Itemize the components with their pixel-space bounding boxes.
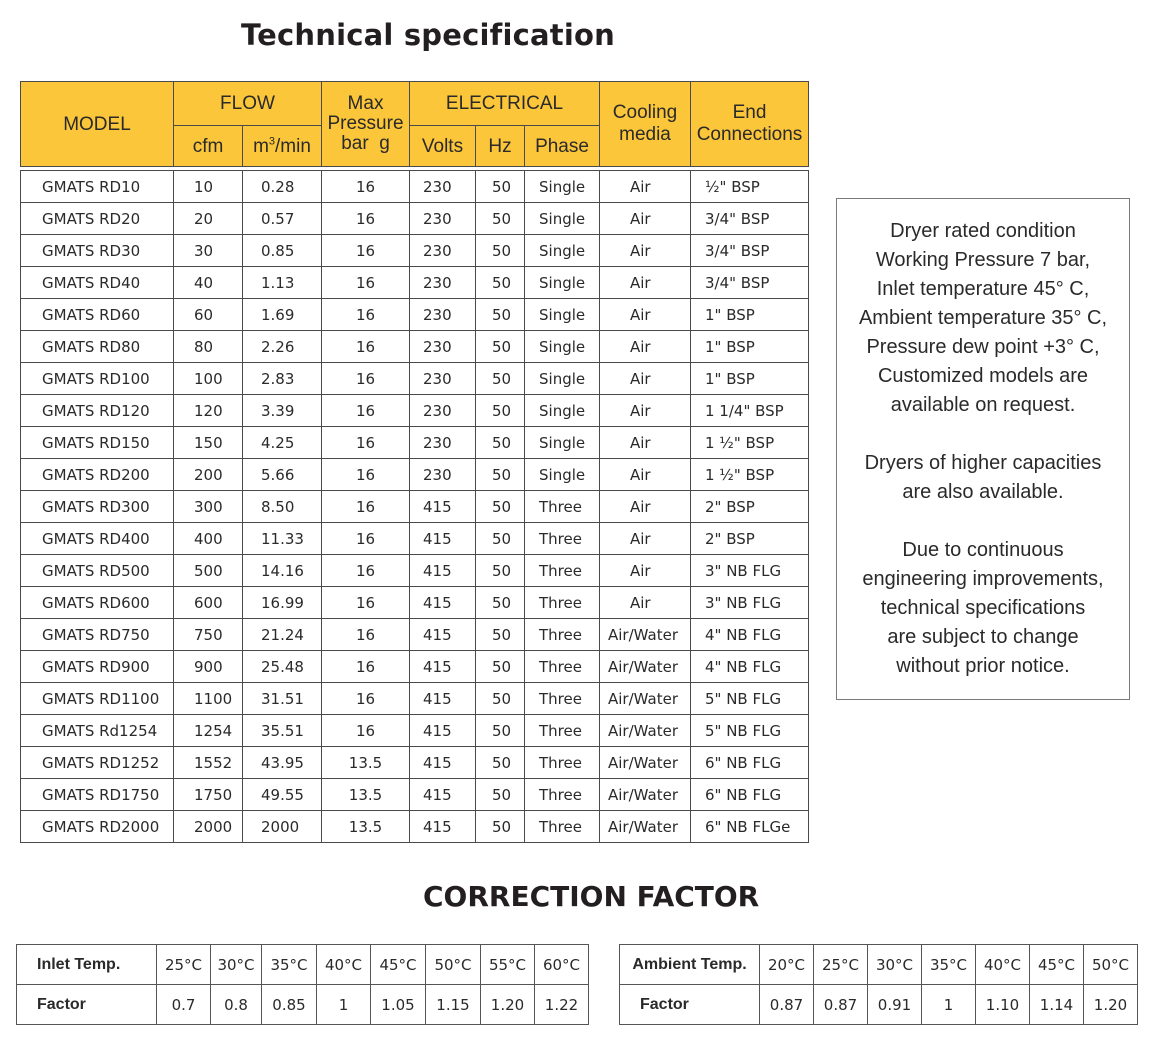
- ambient-factor-label: Factor: [620, 985, 760, 1025]
- cell-hz: 50: [476, 203, 525, 235]
- cell-phase: Single: [525, 203, 600, 235]
- cell-m3: 25.48: [243, 651, 322, 683]
- table-row: [21, 683, 809, 715]
- header-m3-suffix: /min: [275, 135, 311, 157]
- cell-m3: 49.55: [243, 779, 322, 811]
- note-line: without prior notice.: [896, 655, 1070, 677]
- inlet-temp-cell: 25°C: [157, 945, 211, 985]
- cell-model: GMATS RD150: [21, 427, 174, 459]
- table-row: [21, 267, 809, 299]
- cell-pressure: 16: [322, 715, 410, 747]
- cell-m3: 31.51: [243, 683, 322, 715]
- cell-volts: 230: [410, 395, 476, 427]
- cell-pressure: 13.5: [322, 811, 410, 843]
- inlet-factor-cell: 0.85: [262, 985, 317, 1025]
- cell-hz: 50: [476, 363, 525, 395]
- cell-cooling: Air: [600, 395, 691, 427]
- cell-cooling: Air/Water: [600, 747, 691, 779]
- cell-end: 3" NB FLG: [691, 555, 809, 587]
- cell-phase: Single: [525, 171, 600, 203]
- cell-pressure: 16: [322, 203, 410, 235]
- table-row: [21, 395, 809, 427]
- cell-phase: Single: [525, 459, 600, 491]
- cell-m3: 16.99: [243, 587, 322, 619]
- cell-volts: 415: [410, 715, 476, 747]
- cell-hz: 50: [476, 427, 525, 459]
- ambient-factor-cell: 1.10: [976, 985, 1030, 1025]
- cell-end: 3/4" BSP: [691, 235, 809, 267]
- ambient-temp-cell: 40°C: [976, 945, 1030, 985]
- table-row: [21, 811, 809, 843]
- cell-phase: Single: [525, 331, 600, 363]
- cell-cfm: 20: [174, 203, 243, 235]
- ambient-factor-cell: 0.91: [868, 985, 922, 1025]
- ambient-factor-cell: 0.87: [760, 985, 814, 1025]
- cell-phase: Three: [525, 683, 600, 715]
- cell-model: GMATS RD120: [21, 395, 174, 427]
- cell-hz: 50: [476, 619, 525, 651]
- correction-factor-title: CORRECTION FACTOR: [423, 880, 760, 913]
- header-flow: FLOW: [174, 82, 322, 126]
- inlet-temp-cell: 35°C: [262, 945, 317, 985]
- cell-m3: 14.16: [243, 555, 322, 587]
- cell-end: 2" BSP: [691, 491, 809, 523]
- rated-condition-note: [836, 198, 1130, 700]
- cell-model: GMATS RD1750: [21, 779, 174, 811]
- cell-end: 3/4" BSP: [691, 267, 809, 299]
- cell-phase: Three: [525, 491, 600, 523]
- cell-volts: 230: [410, 203, 476, 235]
- cell-end: 5" NB FLG: [691, 715, 809, 747]
- cell-model: GMATS RD1252: [21, 747, 174, 779]
- cell-pressure: 13.5: [322, 779, 410, 811]
- inlet-temp-cell: 30°C: [211, 945, 262, 985]
- cell-cfm: 40: [174, 267, 243, 299]
- cell-hz: 50: [476, 395, 525, 427]
- cell-m3: 2000: [243, 811, 322, 843]
- inlet-correction-table: [16, 944, 589, 1025]
- cell-end: 6" NB FLG: [691, 779, 809, 811]
- header-end-connections: [691, 82, 809, 167]
- cell-cooling: Air: [600, 523, 691, 555]
- table-row: [21, 203, 809, 235]
- note-line: Inlet temperature 45° C,: [876, 278, 1090, 300]
- inlet-temp-cell: 40°C: [317, 945, 371, 985]
- cell-volts: 230: [410, 427, 476, 459]
- cell-pressure: 16: [322, 427, 410, 459]
- cell-volts: 415: [410, 523, 476, 555]
- cell-end: 5" NB FLG: [691, 683, 809, 715]
- note-line: Due to continuous: [902, 539, 1064, 561]
- cell-volts: 415: [410, 555, 476, 587]
- header-model: MODEL: [21, 82, 174, 167]
- note-line: Pressure dew point +3° C,: [866, 336, 1100, 358]
- cell-model: GMATS Rd1254: [21, 715, 174, 747]
- ambient-factor-cell: 1.14: [1030, 985, 1084, 1025]
- cell-m3: 3.39: [243, 395, 322, 427]
- table-row: [21, 587, 809, 619]
- cell-pressure: 13.5: [322, 747, 410, 779]
- cell-cfm: 60: [174, 299, 243, 331]
- cell-cfm: 750: [174, 619, 243, 651]
- header-m3-base: m: [253, 135, 269, 157]
- note-disclaimer: [837, 536, 1129, 681]
- inlet-factor-cell: 1.15: [426, 985, 481, 1025]
- cell-m3: 1.69: [243, 299, 322, 331]
- cell-cooling: Air: [600, 587, 691, 619]
- cell-end: 1" BSP: [691, 363, 809, 395]
- cell-volts: 230: [410, 235, 476, 267]
- cell-m3: 4.25: [243, 427, 322, 459]
- cell-cooling: Air: [600, 555, 691, 587]
- ambient-temp-cell: 30°C: [868, 945, 922, 985]
- cell-phase: Three: [525, 619, 600, 651]
- cell-volts: 415: [410, 683, 476, 715]
- cell-cfm: 1552: [174, 747, 243, 779]
- cell-phase: Single: [525, 395, 600, 427]
- cell-volts: 230: [410, 267, 476, 299]
- cell-m3: 1.13: [243, 267, 322, 299]
- note-line: technical specifications: [880, 597, 1086, 619]
- cell-pressure: 16: [322, 491, 410, 523]
- note-line: Dryers of higher capacities: [864, 452, 1102, 474]
- header-phase: Phase: [525, 126, 600, 167]
- cell-cfm: 200: [174, 459, 243, 491]
- cell-pressure: 16: [322, 683, 410, 715]
- inlet-temp-label: Inlet Temp.: [17, 945, 157, 985]
- cell-model: GMATS RD400: [21, 523, 174, 555]
- cell-cfm: 100: [174, 363, 243, 395]
- cell-phase: Single: [525, 299, 600, 331]
- ambient-factor-cell: 1.20: [1084, 985, 1138, 1025]
- cell-model: GMATS RD40: [21, 267, 174, 299]
- note-line: Working Pressure 7 bar,: [875, 249, 1091, 271]
- cell-pressure: 16: [322, 363, 410, 395]
- cell-pressure: 16: [322, 299, 410, 331]
- table-row: [21, 779, 809, 811]
- cell-pressure: 16: [322, 395, 410, 427]
- header-max-pressure-unit: bar g: [341, 133, 390, 154]
- cell-end: 4" NB FLG: [691, 651, 809, 683]
- cell-phase: Single: [525, 363, 600, 395]
- table-row: [21, 651, 809, 683]
- inlet-temp-cell: 45°C: [371, 945, 426, 985]
- note-line: Ambient temperature 35° C,: [858, 307, 1108, 329]
- ambient-temp-cell: 20°C: [760, 945, 814, 985]
- cell-pressure: 16: [322, 555, 410, 587]
- cell-model: GMATS RD200: [21, 459, 174, 491]
- cell-cooling: Air: [600, 427, 691, 459]
- header-m3-sup: 3: [268, 135, 276, 148]
- cell-m3: 0.57: [243, 203, 322, 235]
- inlet-factor-cell: 0.8: [211, 985, 262, 1025]
- cell-m3: 21.24: [243, 619, 322, 651]
- cell-m3: 2.83: [243, 363, 322, 395]
- cell-model: GMATS RD500: [21, 555, 174, 587]
- table-row: [21, 523, 809, 555]
- cell-cooling: Air: [600, 299, 691, 331]
- cell-end: 1" BSP: [691, 331, 809, 363]
- note-line: Customized models are: [877, 365, 1089, 387]
- cell-model: GMATS RD300: [21, 491, 174, 523]
- note-line: Dryer rated condition: [890, 220, 1076, 242]
- cell-phase: Three: [525, 811, 600, 843]
- note-line: available on request.: [890, 394, 1076, 416]
- cell-cfm: 120: [174, 395, 243, 427]
- cell-cfm: 300: [174, 491, 243, 523]
- cell-hz: 50: [476, 651, 525, 683]
- cell-pressure: 16: [322, 171, 410, 203]
- inlet-factor-cell: 1.22: [535, 985, 589, 1025]
- cell-m3: 0.85: [243, 235, 322, 267]
- cell-hz: 50: [476, 523, 525, 555]
- cell-hz: 50: [476, 235, 525, 267]
- cell-cooling: Air: [600, 203, 691, 235]
- cell-cooling: Air: [600, 363, 691, 395]
- cell-volts: 415: [410, 651, 476, 683]
- cell-phase: Three: [525, 523, 600, 555]
- cell-cooling: Air/Water: [600, 619, 691, 651]
- spec-table-body: [21, 171, 809, 843]
- note-line: are subject to change: [887, 626, 1079, 648]
- header-cooling-media: [600, 82, 691, 167]
- cell-cfm: 10: [174, 171, 243, 203]
- cell-cooling: Air/Water: [600, 779, 691, 811]
- cell-cooling: Air/Water: [600, 683, 691, 715]
- cell-phase: Three: [525, 715, 600, 747]
- cell-volts: 230: [410, 459, 476, 491]
- cell-volts: 230: [410, 299, 476, 331]
- cell-pressure: 16: [322, 331, 410, 363]
- header-volts: Volts: [410, 126, 476, 167]
- table-row: [21, 299, 809, 331]
- table-row: [21, 235, 809, 267]
- table-row: [21, 363, 809, 395]
- cell-cooling: Air: [600, 331, 691, 363]
- cell-model: GMATS RD10: [21, 171, 174, 203]
- cell-model: GMATS RD750: [21, 619, 174, 651]
- cell-end: 4" NB FLG: [691, 619, 809, 651]
- table-row: [21, 619, 809, 651]
- inlet-temp-cell: 60°C: [535, 945, 589, 985]
- cell-m3: 8.50: [243, 491, 322, 523]
- ambient-factor-cell: 0.87: [814, 985, 868, 1025]
- technical-spec-table: [20, 81, 809, 843]
- cell-hz: 50: [476, 267, 525, 299]
- table-row: [21, 555, 809, 587]
- cell-pressure: 16: [322, 459, 410, 491]
- cell-model: GMATS RD20: [21, 203, 174, 235]
- table-row: [21, 171, 809, 203]
- cell-hz: 50: [476, 587, 525, 619]
- ambient-factor-cell: 1: [922, 985, 976, 1025]
- cell-hz: 50: [476, 491, 525, 523]
- cell-hz: 50: [476, 747, 525, 779]
- inlet-factor-cell: 1.05: [371, 985, 426, 1025]
- header-cooling-line2: media: [619, 124, 671, 145]
- cell-m3: 43.95: [243, 747, 322, 779]
- cell-volts: 230: [410, 331, 476, 363]
- cell-volts: 230: [410, 171, 476, 203]
- cell-cfm: 1254: [174, 715, 243, 747]
- cell-cfm: 900: [174, 651, 243, 683]
- cell-phase: Three: [525, 651, 600, 683]
- cell-model: GMATS RD900: [21, 651, 174, 683]
- inlet-factor-cell: 1.20: [481, 985, 535, 1025]
- inlet-temp-cell: 55°C: [481, 945, 535, 985]
- cell-phase: Three: [525, 747, 600, 779]
- ambient-temp-cell: 45°C: [1030, 945, 1084, 985]
- ambient-temp-cell: 50°C: [1084, 945, 1138, 985]
- cell-pressure: 16: [322, 619, 410, 651]
- cell-cfm: 2000: [174, 811, 243, 843]
- cell-volts: 415: [410, 779, 476, 811]
- inlet-factor-cell: 0.7: [157, 985, 211, 1025]
- inlet-factor-label: Factor: [17, 985, 157, 1025]
- ambient-temp-cell: 35°C: [922, 945, 976, 985]
- cell-end: 1 ½" BSP: [691, 459, 809, 491]
- cell-phase: Three: [525, 555, 600, 587]
- cell-volts: 415: [410, 619, 476, 651]
- cell-end: 6" NB FLG: [691, 747, 809, 779]
- cell-volts: 415: [410, 491, 476, 523]
- cell-phase: Three: [525, 587, 600, 619]
- table-row: [21, 427, 809, 459]
- cell-cooling: Air/Water: [600, 811, 691, 843]
- cell-end: 3" NB FLG: [691, 587, 809, 619]
- cell-phase: Single: [525, 235, 600, 267]
- cell-pressure: 16: [322, 235, 410, 267]
- table-row: [21, 715, 809, 747]
- header-max-pressure-line2: Pressure: [327, 113, 404, 134]
- cell-cfm: 80: [174, 331, 243, 363]
- cell-m3: 2.26: [243, 331, 322, 363]
- cell-hz: 50: [476, 459, 525, 491]
- cell-hz: 50: [476, 555, 525, 587]
- note-higher-capacities: [837, 449, 1129, 507]
- cell-m3: 35.51: [243, 715, 322, 747]
- cell-cfm: 150: [174, 427, 243, 459]
- page-title: Technical specification: [241, 18, 615, 52]
- cell-phase: Single: [525, 427, 600, 459]
- cell-model: GMATS RD2000: [21, 811, 174, 843]
- cell-cfm: 400: [174, 523, 243, 555]
- cell-hz: 50: [476, 683, 525, 715]
- cell-cooling: Air: [600, 491, 691, 523]
- cell-model: GMATS RD100: [21, 363, 174, 395]
- cell-model: GMATS RD600: [21, 587, 174, 619]
- cell-phase: Three: [525, 779, 600, 811]
- cell-end: ½" BSP: [691, 171, 809, 203]
- table-row: [21, 747, 809, 779]
- cell-phase: Single: [525, 267, 600, 299]
- cell-cooling: Air: [600, 459, 691, 491]
- cell-cooling: Air: [600, 267, 691, 299]
- inlet-factor-cell: 1: [317, 985, 371, 1025]
- cell-hz: 50: [476, 715, 525, 747]
- cell-pressure: 16: [322, 651, 410, 683]
- cell-volts: 230: [410, 363, 476, 395]
- cell-end: 2" BSP: [691, 523, 809, 555]
- cell-cooling: Air/Water: [600, 651, 691, 683]
- header-max-pressure: [322, 82, 410, 167]
- note-line: engineering improvements,: [862, 568, 1104, 590]
- cell-end: 3/4" BSP: [691, 203, 809, 235]
- header-cfm: cfm: [174, 126, 243, 167]
- header-cooling-line1: Cooling: [612, 102, 678, 123]
- cell-model: GMATS RD30: [21, 235, 174, 267]
- cell-end: 1" BSP: [691, 299, 809, 331]
- table-row: [21, 331, 809, 363]
- ambient-correction-table: [619, 944, 1138, 1025]
- cell-cfm: 30: [174, 235, 243, 267]
- cell-volts: 415: [410, 811, 476, 843]
- header-end-line1: End: [732, 102, 767, 123]
- cell-model: GMATS RD80: [21, 331, 174, 363]
- cell-model: GMATS RD1100: [21, 683, 174, 715]
- table-row: [21, 491, 809, 523]
- cell-pressure: 16: [322, 267, 410, 299]
- cell-pressure: 16: [322, 523, 410, 555]
- header-hz: Hz: [476, 126, 525, 167]
- ambient-temp-label: Ambient Temp.: [620, 945, 760, 985]
- note-line: are also available.: [902, 481, 1064, 503]
- cell-hz: 50: [476, 331, 525, 363]
- cell-cfm: 600: [174, 587, 243, 619]
- inlet-temp-cell: 50°C: [426, 945, 481, 985]
- note-rated-conditions: [837, 217, 1129, 420]
- cell-hz: 50: [476, 779, 525, 811]
- cell-pressure: 16: [322, 587, 410, 619]
- cell-cfm: 1750: [174, 779, 243, 811]
- ambient-temp-cell: 25°C: [814, 945, 868, 985]
- header-electrical: ELECTRICAL: [410, 82, 600, 126]
- cell-end: 6" NB FLGe: [691, 811, 809, 843]
- table-row: [21, 459, 809, 491]
- cell-volts: 415: [410, 747, 476, 779]
- cell-m3: 11.33: [243, 523, 322, 555]
- cell-hz: 50: [476, 811, 525, 843]
- cell-m3: 5.66: [243, 459, 322, 491]
- cell-cfm: 1100: [174, 683, 243, 715]
- cell-cfm: 500: [174, 555, 243, 587]
- header-end-line2: Connections: [696, 124, 803, 145]
- cell-end: 1 ½" BSP: [691, 427, 809, 459]
- cell-cooling: Air: [600, 235, 691, 267]
- cell-volts: 415: [410, 587, 476, 619]
- cell-hz: 50: [476, 299, 525, 331]
- cell-end: 1 1/4" BSP: [691, 395, 809, 427]
- cell-model: GMATS RD60: [21, 299, 174, 331]
- header-m3-min: [243, 126, 322, 167]
- cell-cooling: Air: [600, 171, 691, 203]
- header-max-pressure-line1: Max: [347, 93, 384, 114]
- cell-m3: 0.28: [243, 171, 322, 203]
- cell-hz: 50: [476, 171, 525, 203]
- cell-cooling: Air/Water: [600, 715, 691, 747]
